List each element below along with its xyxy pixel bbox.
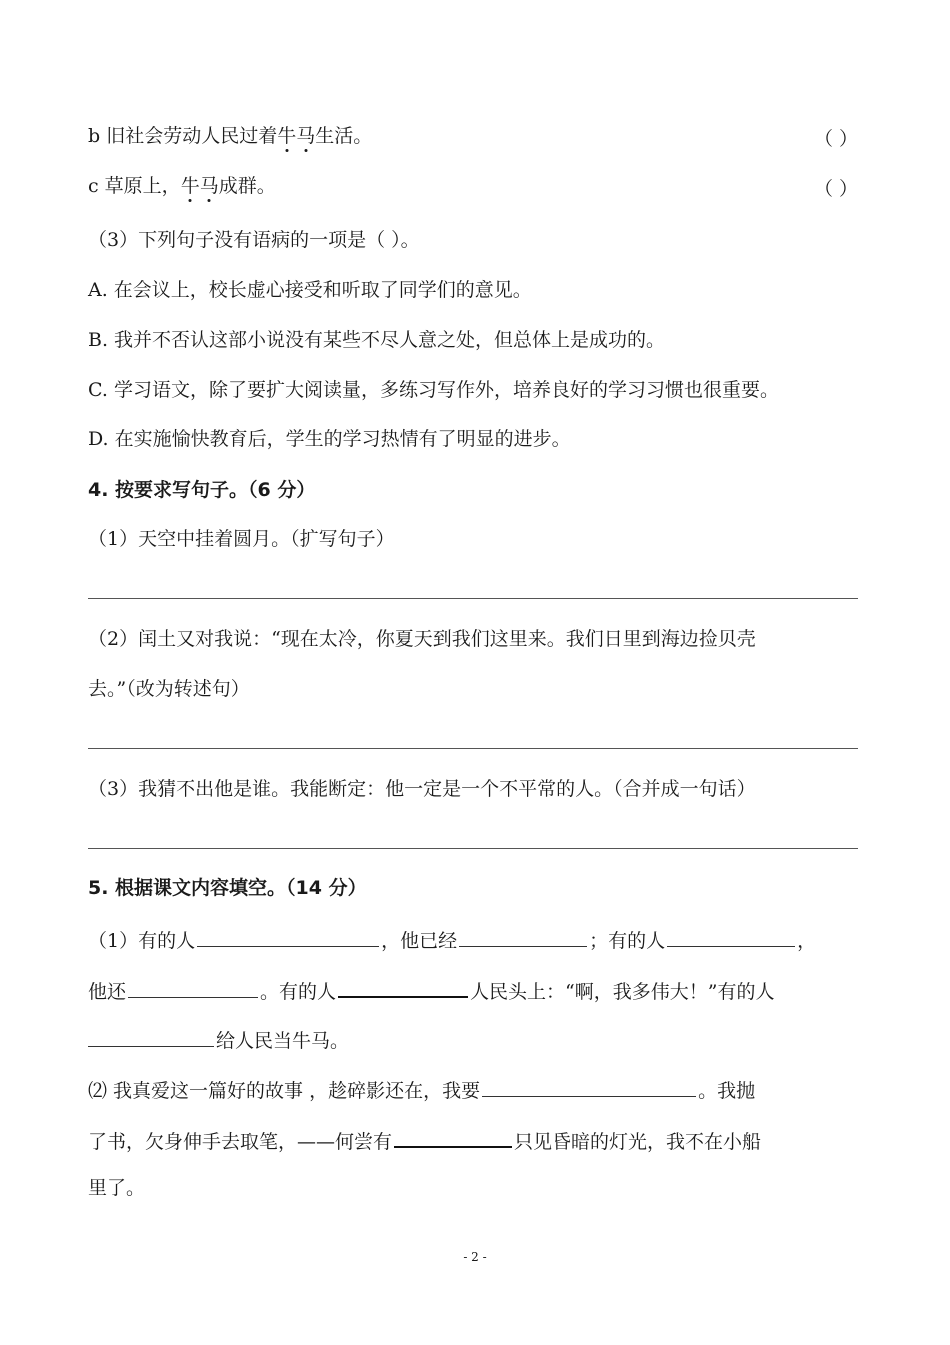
q4-answer-line-1[interactable] [88,598,858,599]
q3-3-option-a: A. 在会议上，校长虚心接受和听取了同学们的意见。 [88,279,532,301]
q3-3-option-b: B. 我并不否认这部小说没有某些不尽人意之处，但总体上是成功的。 [88,329,666,351]
q5-p1-line-2 [88,974,862,1006]
q5-p2-text-b: 。我抛 [698,1080,756,1102]
q5-p1-text-e: 他还 [88,981,127,1003]
q3b-text-pre: b 旧社会劳动人民过着 [88,125,278,147]
q5-p1-text-b: ，他已经 [381,930,458,952]
q5-p1-text-d: ， [797,930,817,952]
q5-p2-line-3: 里了。 [88,1177,146,1199]
q3-3-stem: （3）下列句子没有语病的一项是（ ）。 [88,229,420,251]
q3c-text-post: 成群。 [218,175,276,197]
q5-blank-3[interactable] [667,924,795,947]
q4-sentence-2-line-1: （2）闰土又对我说：“现在太冷，你夏天到我们这里来。我们日里到海边捡贝壳 [88,628,756,650]
q5-p2-text-c: 了书，欠身伸手去取笔，——何尝有 [88,1131,393,1153]
q3c-dotted-char-2: 马 [199,175,219,197]
q5-p1-text-c: ；有的人 [589,930,666,952]
q3b-answer-paren[interactable]: （ ） [813,128,858,150]
q3-item-b [88,122,862,150]
q3c-dotted-char-1: 牛 [180,175,200,197]
q5-p1-text-f: 。有的人 [260,981,337,1003]
q5-p2-line-1 [88,1074,862,1105]
q4-answer-line-3[interactable] [88,848,858,849]
q3c-answer-paren[interactable]: （ ） [813,178,858,200]
q5-p2-text-d: 只见昏暗的灯光，我不在小船 [514,1131,762,1153]
q5-p1-line-1 [88,924,862,955]
q5-blank-4[interactable] [128,975,258,998]
q3-3-option-d: D. 在实施愉快教育后，学生的学习热情有了明显的进步。 [88,428,571,450]
q3-3-option-c: C. 学习语文，除了要扩大阅读量，多练习写作外，培养良好的学习习惯也很重要。 [88,379,779,401]
q5-p1-text-a: （1）有的人 [88,930,196,952]
q3b-text-post: 生活。 [315,125,373,147]
q5-blank-7[interactable] [482,1074,696,1097]
q5-blank-1[interactable] [197,924,379,947]
q3b-dotted-char-2: 马 [296,125,316,147]
q5-p1-text-g: 人民头上：“啊，我多伟大！”有的人 [470,981,775,1003]
q4-sentence-1: （1）天空中挂着圆月。（扩写句子） [88,528,395,550]
q4-sentence-2-line-2: 去。”（改为转述句） [88,678,250,700]
q4-sentence-3: （3）我猜不出他是谁。我能断定：他一定是一个不平常的人。（合并成一句话） [88,778,756,800]
q5-blank-2[interactable] [459,924,587,947]
q5-p2-text-a: ⑵ 我真爱这一篇好的故事 ，趁碎影还在，我要 [88,1080,481,1102]
q4-title: 4. 按要求写句子。（6 分） [88,479,316,501]
q3c-text-pre: c 草原上， [88,175,181,197]
q5-blank-6[interactable] [88,1024,214,1047]
q5-blank-5[interactable] [338,974,468,998]
q5-p1-text-h: 给人民当牛马。 [216,1030,350,1052]
q3-item-c [88,172,862,200]
q5-blank-8[interactable] [394,1124,512,1148]
q5-title: 5. 根据课文内容填空。（14 分） [88,877,367,899]
q5-p1-line-3 [88,1024,862,1055]
page-number: - 2 - [463,1250,487,1264]
q3b-dotted-char-1: 牛 [277,125,297,147]
q5-p2-line-2 [88,1124,862,1156]
q4-answer-line-2[interactable] [88,748,858,749]
